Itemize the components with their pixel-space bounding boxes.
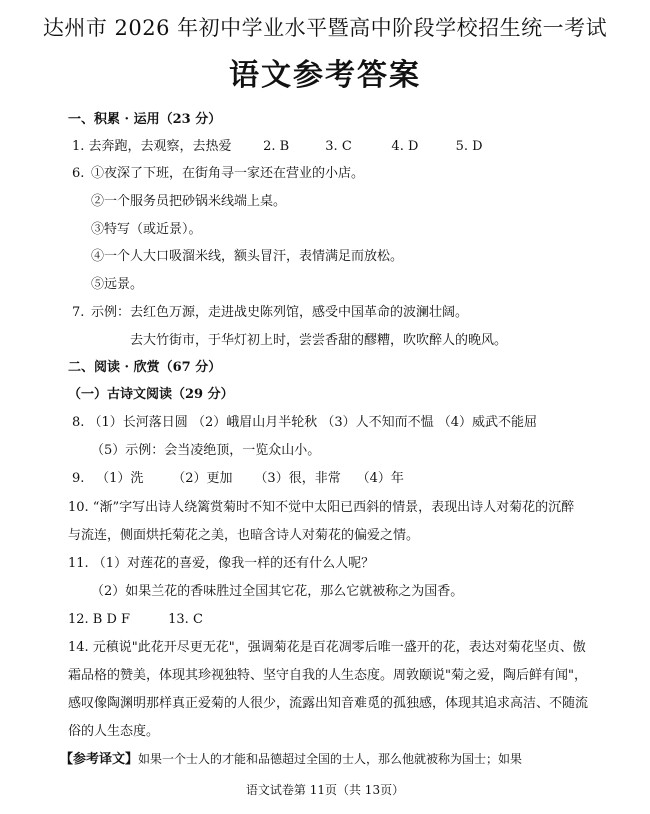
answers-q9 bbox=[72, 471, 404, 487]
section1-heading: 一、积累 · 运用（23 分） bbox=[68, 112, 222, 127]
answer-q7-line: 去大竹街市，于华灯初上时，尝尝香甜的醪糟，吹吹醉人的晚风。 bbox=[130, 333, 508, 348]
answer-q6-item: ④一个人大口吸溜米线，额头冒汗，表情满足而放松。 bbox=[91, 249, 404, 264]
answer-q12: 12. B D F bbox=[68, 612, 131, 627]
answer-q9-number: 9. bbox=[72, 471, 85, 486]
answers-q12-q13 bbox=[68, 612, 203, 628]
answers-q1-q5 bbox=[72, 139, 483, 155]
answer-q14-line: 感叹像陶渊明那样真正爱菊的人很少，流露出知音难觅的孤独感，体现其追求高洁、不随流 bbox=[68, 696, 589, 711]
answer-q13: 13. C bbox=[168, 612, 203, 627]
answer-q5: 5. D bbox=[455, 139, 483, 154]
answer-q7-number: 7. bbox=[72, 305, 85, 320]
answer-q10-line: 与流连，侧面烘托菊花之美，也暗含诗人对菊花的偏爱之情。 bbox=[68, 528, 420, 543]
answer-q11-line: 11. （1）对莲花的喜爱，像我一样的还有什么人呢？ bbox=[68, 556, 375, 571]
answer-q8-line: （5）示例：会当凌绝顶，一览众山小。 bbox=[91, 443, 321, 458]
answer-q7-line: 示例：去红色万源，走进战史陈列馆，感受中国革命的波澜壮阔。 bbox=[91, 305, 469, 320]
answer-q8-line: 8. （1）长河落日圆 （2）峨眉山月半轮秋 （3）人不知而不愠 （4）威武不能屈 bbox=[72, 415, 538, 430]
reference-translation bbox=[60, 751, 522, 768]
answer-q6-item: ③特写（或近景）。 bbox=[91, 222, 202, 237]
answer-q2: 2. B bbox=[263, 139, 290, 154]
section2-heading: 二、阅读 · 欣赏（67 分） bbox=[68, 360, 222, 375]
answer-q6-item: ①夜深了下班，在街角寻一家还在营业的小店。 bbox=[91, 166, 365, 181]
answer-q4: 4. D bbox=[391, 139, 419, 154]
exam-title: 达州市 2026 年初中学业水平暨高中阶段学校招生统一考试 bbox=[42, 16, 608, 40]
answer-q10-line: 10. “渐”字写出诗人绕篱赏菊时不知不觉中太阳已西斜的情景，表现出诗人对菊花的沉醉 bbox=[68, 500, 575, 515]
answer-q9-3: （3）很，非常 bbox=[254, 471, 341, 486]
answer-q9-2: （2）更加 bbox=[172, 471, 233, 486]
subsection-heading: （一）古诗文阅读（29 分） bbox=[68, 387, 234, 402]
page-title: 语文参考答案 bbox=[229, 58, 421, 93]
answer-q14-line: 霜品格的赞美，体现其珍视独特、坚守自我的人生态度。周敦颐说"菊之爱，陶后鲜有闻"， bbox=[68, 668, 587, 683]
answer-q6-number: 6. bbox=[72, 166, 85, 181]
answer-q9-4: （4）年 bbox=[356, 471, 404, 486]
answer-q6-item: ②一个服务员把砂锅米线端上桌。 bbox=[91, 194, 287, 209]
answer-q11-line: （2）如果兰花的香味胜过全国其它花，那么它就被称之为国香。 bbox=[91, 584, 464, 599]
answer-q9-1: （1）洗 bbox=[96, 471, 144, 486]
answer-q6-item: ⑤远景。 bbox=[91, 277, 144, 292]
answer-q14-line: 俗的人生态度。 bbox=[68, 724, 160, 739]
answer-q3: 3. C bbox=[325, 139, 352, 154]
answer-q1: 1. 去奔跑，去观察，去热爱 bbox=[72, 139, 232, 154]
reference-translation-tag: 【参考译文】 bbox=[60, 752, 139, 767]
answer-q14-line: 14. 元稹说"此花开尽更无花"，强调菊花是百花凋零后唯一盛开的花，表达对菊花坚贞、傲 bbox=[68, 640, 586, 655]
reference-translation-text: 如果一个士人的才能和品德超过全国的士人，那么他就被称为国士；如果 bbox=[138, 752, 523, 766]
page-footer: 语文试卷第 11页（共 13页） bbox=[245, 783, 405, 797]
